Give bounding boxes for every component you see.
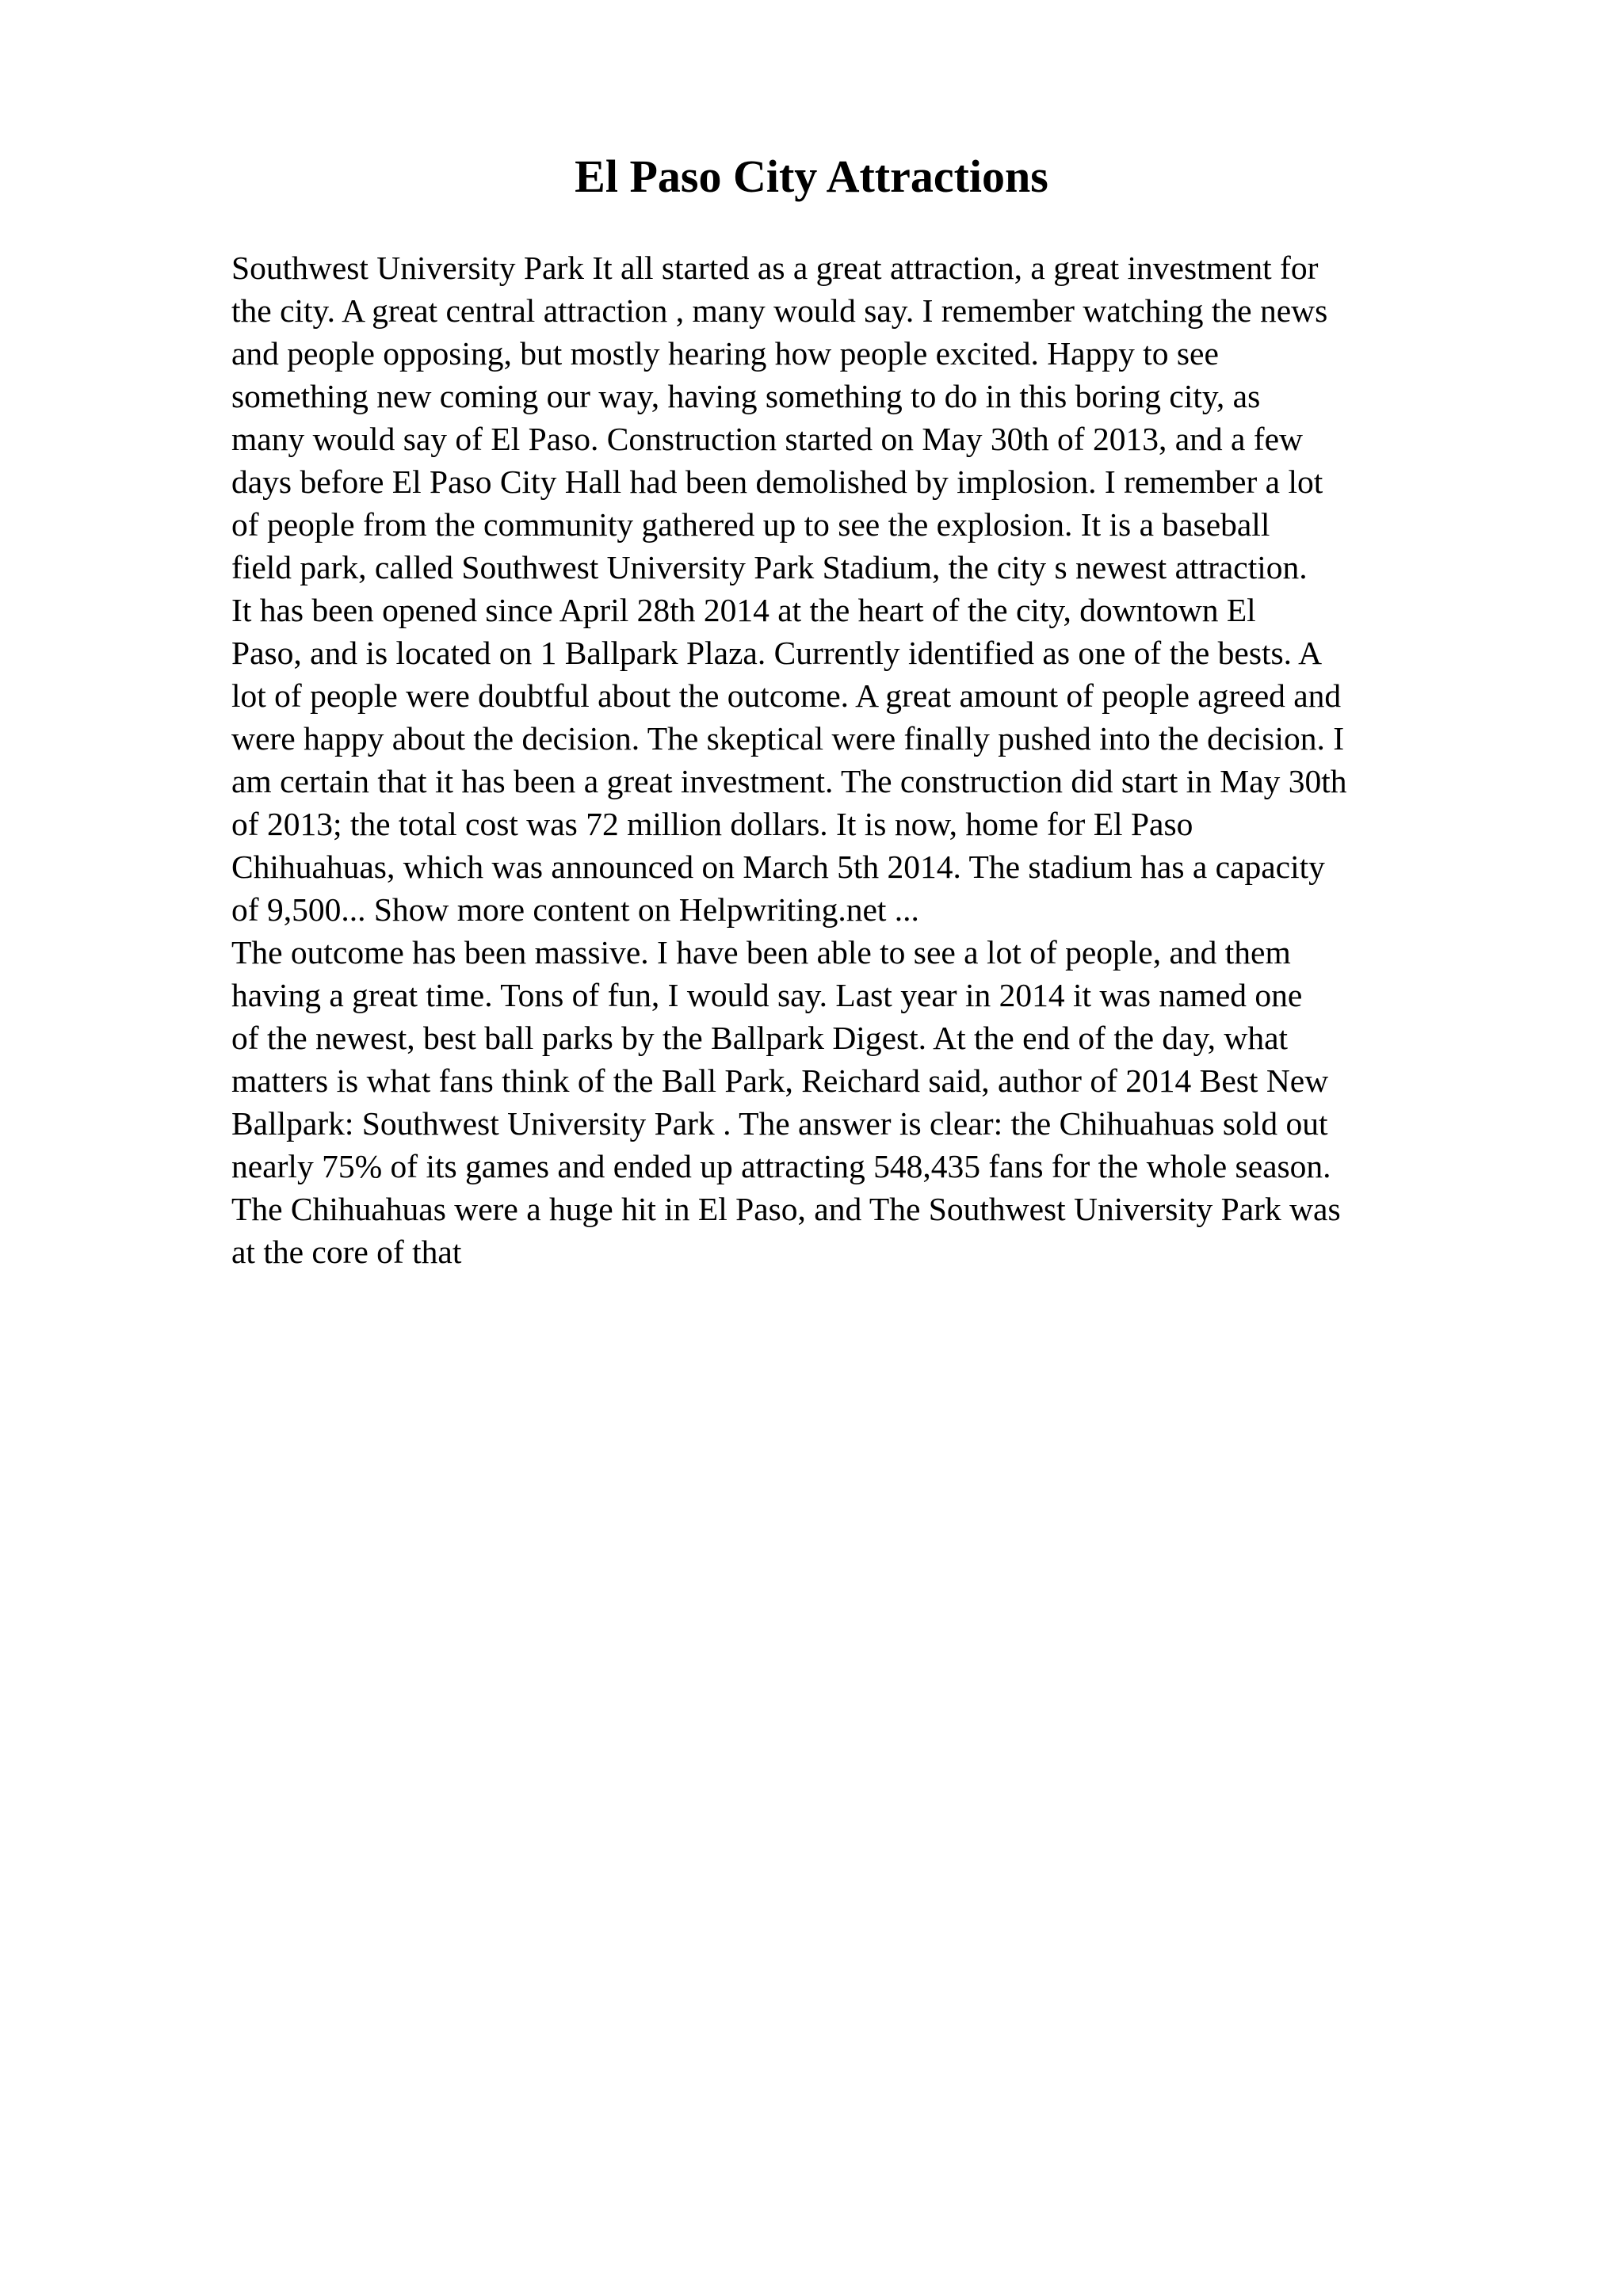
document-title: El Paso City Attractions xyxy=(575,151,1048,202)
body-line: Chihuahuas, which was announced on March 5th 2014. The stadium has a capacity xyxy=(231,849,1325,885)
body-line: were happy about the decision. The skeptical were finally pushed into the decision. I xyxy=(231,720,1345,757)
body-line: lot of people were doubtful about the outcome. A great amount of people agreed and xyxy=(231,677,1342,714)
body-line: of people from the community gathered up to see the explosion. It is a baseball xyxy=(231,506,1270,543)
body-line: having a great time. Tons of fun, I would say. Last year in 2014 it was named one xyxy=(231,977,1303,1013)
body-line: Paso, and is located on 1 Ballpark Plaza. Currently identified as one of the bests. A xyxy=(231,635,1323,671)
body-line: am certain that it has been a great investment. The construction did start in May 30th xyxy=(231,763,1347,799)
body-line: nearly 75% of its games and ended up attracting 548,435 fans for the whole season. xyxy=(231,1148,1331,1184)
body-line: the city. A great central attraction , many would say. I remember watching the news xyxy=(231,292,1328,329)
body-line: The Chihuahuas were a huge hit in El Paso, and The Southwest University Park was xyxy=(231,1191,1341,1227)
body-line: something new coming our way, having something to do in this boring city, as xyxy=(231,378,1261,414)
body-line: of 9,500... Show more content on Helpwriting.net ... xyxy=(231,891,919,928)
body-line: Southwest University Park It all started as a great attraction, a great investment for xyxy=(231,250,1319,286)
body-line: The outcome has been massive. I have been able to see a lot of people, and them xyxy=(231,934,1291,971)
body-line: of the newest, best ball parks by the Ballpark Digest. At the end of the day, what xyxy=(231,1020,1289,1056)
body-line: matters is what fans think of the Ball Park, Reichard said, author of 2014 Best New xyxy=(231,1062,1329,1099)
body-line: of 2013; the total cost was 72 million dollars. It is now, home for El Paso xyxy=(231,806,1193,842)
document-body xyxy=(231,246,1499,1273)
body-line: field park, called Southwest University Park Stadium, the city s newest attraction. xyxy=(231,549,1308,585)
body-line: It has been opened since April 28th 2014 at the heart of the city, downtown El xyxy=(231,592,1256,628)
body-line: days before El Paso City Hall had been demolished by implosion. I remember a lot xyxy=(231,463,1323,500)
body-line: and people opposing, but mostly hearing how people excited. Happy to see xyxy=(231,335,1219,372)
body-line: at the core of that xyxy=(231,1234,462,1270)
body-line: Ballpark: Southwest University Park . The answer is clear: the Chihuahuas sold out xyxy=(231,1105,1328,1142)
body-line: many would say of El Paso. Construction started on May 30th of 2013, and a few xyxy=(231,421,1303,457)
